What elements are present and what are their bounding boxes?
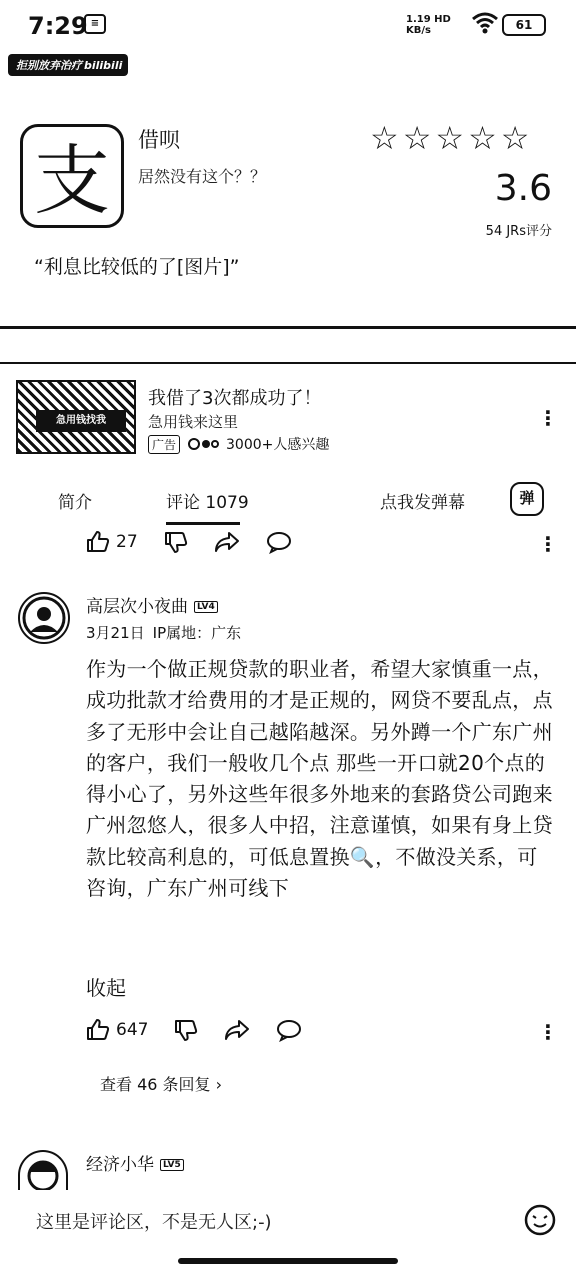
network-speed [406, 14, 451, 36]
comment-body: 作为一个做正规贷款的职业者，希望大家慎重一点，成功批款才给费用的才是正规的，网贷不要乱点，点多了无形中会让自己越陷越深。另外蹲一个广东广州的客户，我们一般收几个点 那些一开口就20个点的得小心了，另外这些年很多外地来的套路贷公司跑来广州忽悠人，很多人中招，注意谨慎，如果有身上贷款比较高利息的，可低息置换🔍，不做没关系，可咨询，广东广州可线下 [86, 657, 553, 901]
avatar-image [20, 1152, 66, 1190]
share-icon [214, 530, 240, 554]
level-badge: LV5 [160, 1159, 184, 1171]
share-icon [224, 1018, 250, 1042]
post-quote: “利息比较低的了[图片]” [34, 256, 240, 278]
thumbs-up-icon [86, 530, 110, 554]
comment-meta [86, 622, 249, 643]
rating-count: 54 JRs评分 [485, 224, 552, 239]
ad-interest: 3000+人感兴趣 [226, 437, 330, 453]
divider [0, 362, 576, 364]
comment-actions [86, 1018, 328, 1042]
comment-username[interactable] [86, 1150, 184, 1175]
more-options-icon[interactable]: ⋮ [538, 406, 558, 430]
home-indicator[interactable] [178, 1258, 398, 1264]
like-count: 27 [116, 532, 138, 552]
battery-level: 61 [515, 18, 533, 32]
comment-input[interactable]: 这里是评论区，不是无人区;-) [36, 1212, 272, 1233]
ad-meta [148, 434, 329, 454]
net-speed-unit: KB/s [406, 25, 431, 36]
reply-button[interactable] [266, 530, 292, 554]
status-time: 7:29 [28, 12, 88, 40]
app-name: 借呗 [138, 128, 180, 152]
collapse-button[interactable]: 收起 [86, 976, 126, 1000]
post-actions [86, 530, 318, 554]
avatar[interactable] [18, 592, 70, 644]
danmaku-prompt[interactable]: 点我发弹幕 [380, 493, 465, 513]
wifi-icon [472, 12, 498, 34]
comment-icon [276, 1018, 302, 1042]
share-button[interactable] [224, 1018, 250, 1042]
star-icon[interactable]: ☆ [500, 119, 530, 157]
alipay-logo-icon [23, 127, 121, 225]
rating-score: 3.6 [494, 168, 552, 209]
thumbs-up-icon [86, 1018, 110, 1042]
like-button[interactable] [86, 530, 138, 554]
brand-logo-icon [186, 436, 220, 452]
promo-text: 拒别放弃治疗 [16, 59, 82, 72]
star-icon[interactable]: ☆ [370, 119, 399, 157]
like-count: 647 [116, 1020, 149, 1040]
comment-icon [266, 530, 292, 554]
notification-icon: ≡ [84, 14, 106, 34]
star-icon[interactable]: ☆ [402, 119, 432, 157]
ad-subtitle: 急用钱来这里 [148, 413, 239, 431]
app-description: 居然没有这个？？ [138, 167, 267, 186]
tab-intro[interactable]: 简介 [58, 493, 92, 513]
like-button[interactable] [86, 1018, 148, 1042]
battery-icon [502, 14, 546, 36]
share-button[interactable] [214, 530, 240, 554]
more-options-icon[interactable]: ⋮ [538, 1020, 558, 1044]
bilibili-logo: bilibili [84, 59, 123, 72]
net-speed-value: 1.19 [406, 14, 431, 25]
ad-thumbnail[interactable] [16, 380, 136, 454]
more-options-icon[interactable]: ⋮ [538, 532, 558, 556]
net-type: HD [434, 14, 451, 25]
dislike-button[interactable] [174, 1018, 198, 1042]
level-badge: LV4 [194, 601, 218, 613]
star-rating[interactable] [370, 120, 529, 156]
thumbs-down-icon [174, 1018, 198, 1042]
promo-badge [8, 54, 128, 76]
status-bar [0, 0, 576, 50]
ad-title[interactable]: 我借了3次都成功了！ [148, 388, 322, 409]
danmaku-icon[interactable]: 弹 [510, 482, 544, 516]
avatar[interactable] [18, 1150, 68, 1190]
tab-active-indicator [166, 522, 240, 525]
username-text: 经济小华 [86, 1155, 154, 1175]
comment-username[interactable] [86, 592, 218, 617]
divider [0, 326, 576, 329]
star-icon[interactable]: ☆ [468, 119, 497, 157]
thumbs-down-icon [164, 530, 188, 554]
tab-comments[interactable]: 评论 1079 [166, 493, 249, 513]
ad-thumbnail-text: 急用钱找我 [36, 410, 126, 432]
app-icon-glyph: 支 [34, 136, 110, 225]
comment-date: 3月21日 [86, 624, 145, 642]
comment-ip: IP属地：广东 [152, 624, 242, 642]
avatar-image [20, 594, 68, 642]
reply-button[interactable] [276, 1018, 302, 1042]
ad-badge: 广告 [148, 435, 180, 454]
emoji-icon[interactable] [524, 1204, 556, 1236]
app-icon[interactable] [20, 124, 124, 228]
star-icon[interactable]: ☆ [435, 119, 465, 157]
dislike-button[interactable] [164, 530, 188, 554]
view-replies-link[interactable]: 查看 46 条回复 › [100, 1075, 223, 1094]
username-text: 高层次小夜曲 [86, 597, 188, 617]
